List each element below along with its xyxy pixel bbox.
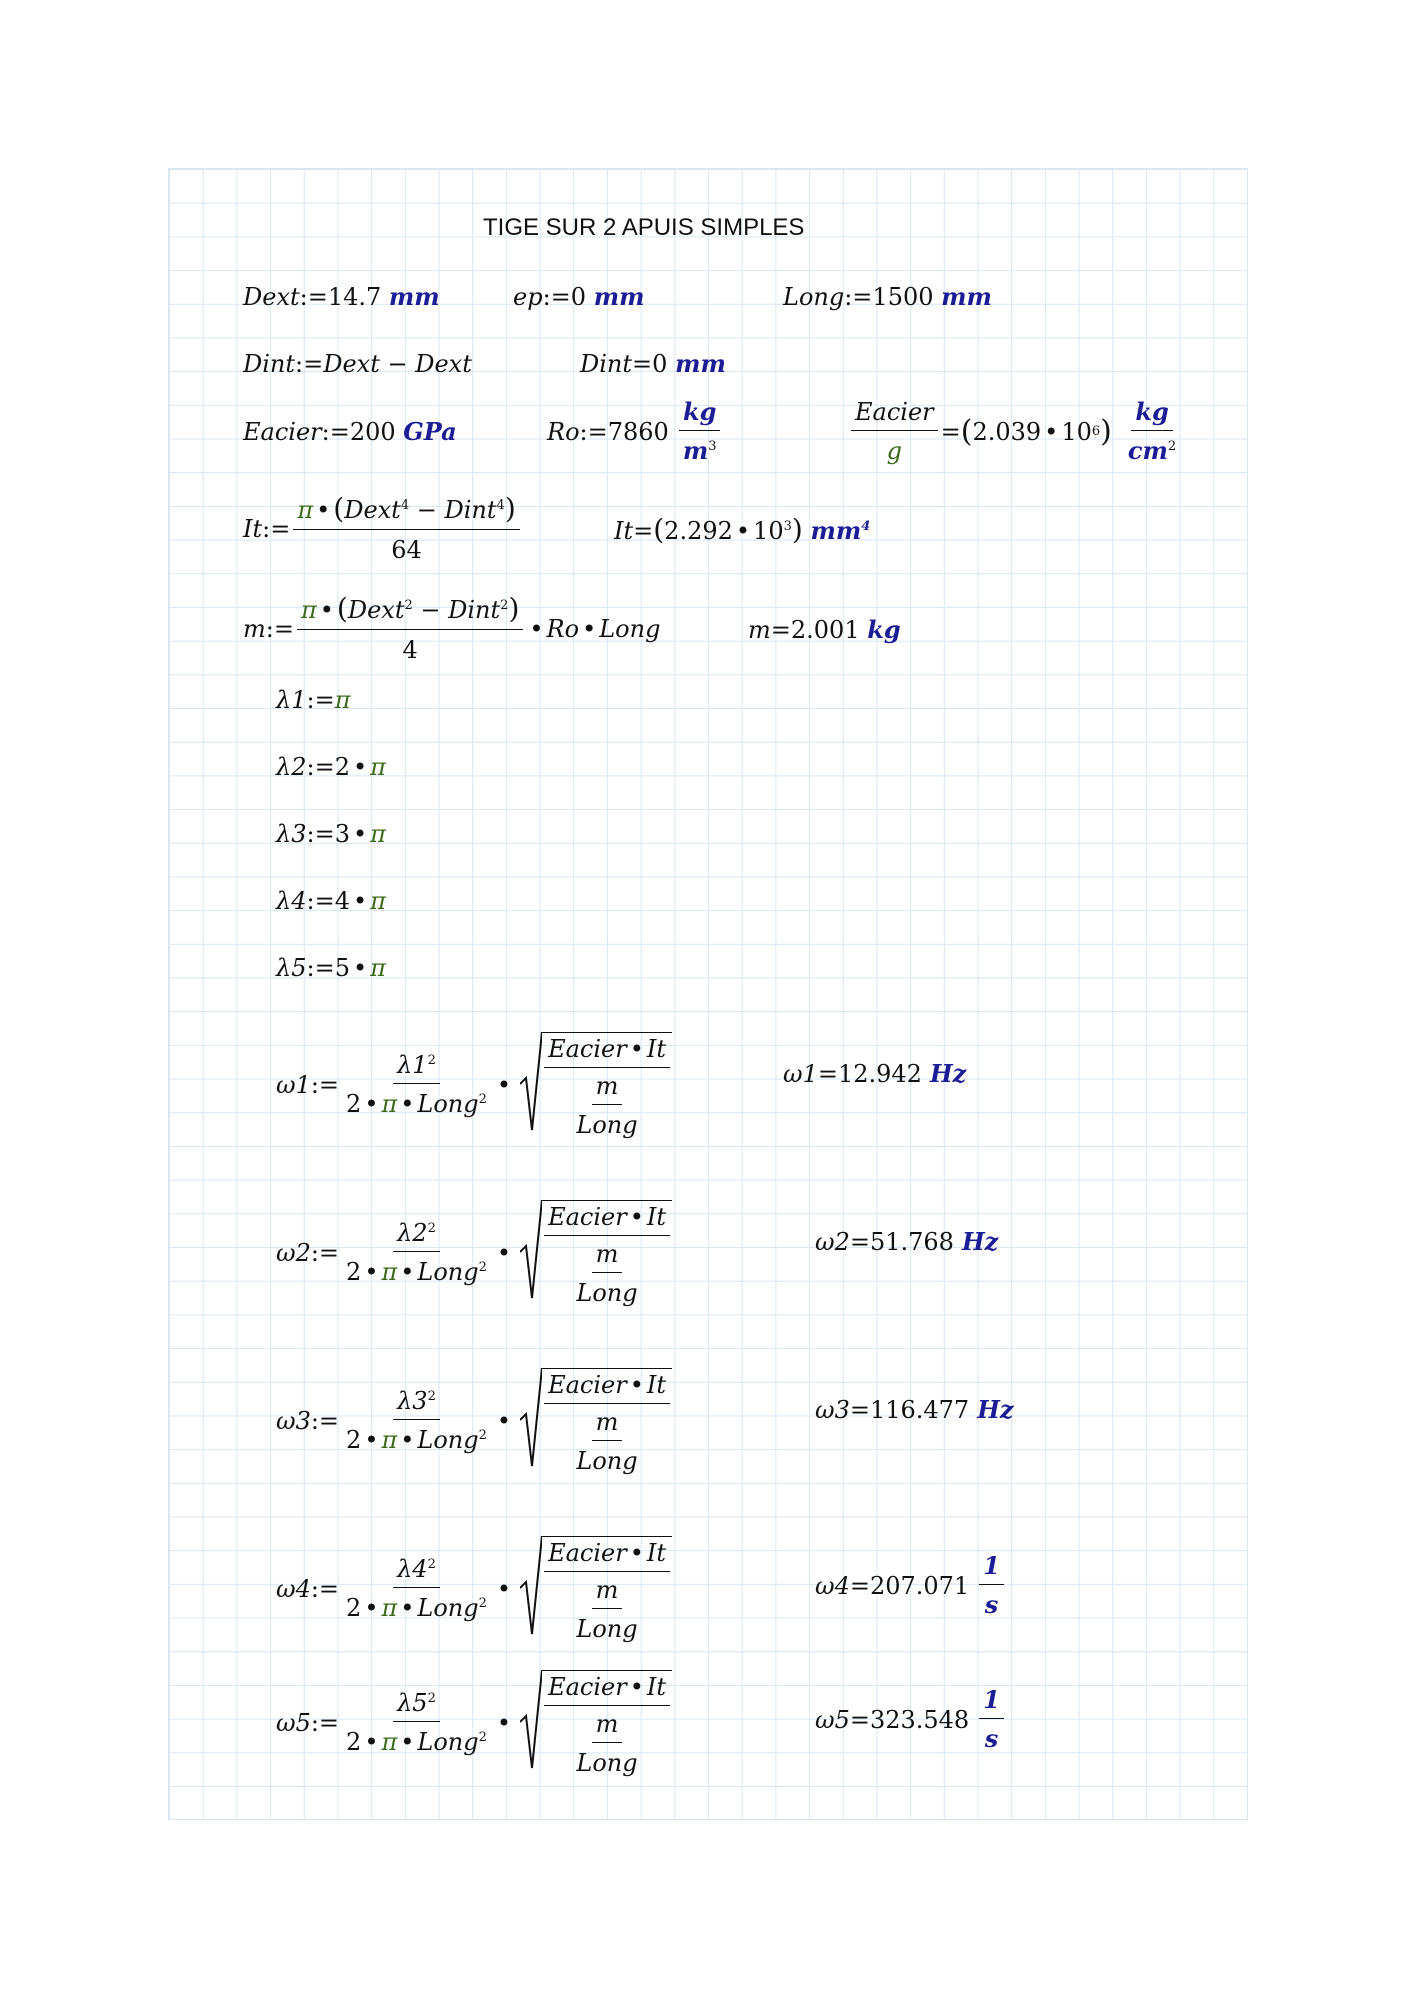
result-eacier-g: $\frac{\text{Eacier}}{g}$ = ( 2.039 • 10 6 ) $\frac{kg}{cm^2}$ [848,400,1183,463]
page-title: TIGE SUR 2 APUIS SIMPLES [483,214,805,241]
sqrt: $\frac{\text{Eacier • It}}{\frac{m}{\text{Long}}}$ [520,1536,672,1641]
result-omega-2: ω2 = 51.768 Hz [815,1227,999,1256]
result-dint: Dint=0 mm [580,349,726,378]
def-ep: ep:=0 mm [513,282,645,311]
def-ro: Ro := 7860 $\frac{kg}{m^3}$ [547,400,724,463]
def-m: m := $\frac{\pi • (Dext^2 - Dint^2)}{4}$ • Ro • Long [243,592,661,664]
def-omega-3: ω3 := $\frac{\lambda 3^2}{2 • \pi • Long^2}$ • $\frac{\text{Eacier • It}}{\frac{m}{\text{Long}}}$ [276,1368,672,1473]
eacier-over-g: $\frac{\text{Eacier}}{g}$ [851,400,938,463]
result-omega-3: ω3 = 116.477 Hz [815,1395,1014,1424]
def-dext: Dext:=14.7 mm [243,282,440,311]
def-omega-2: ω2 := $\frac{\lambda 2^2}{2 • \pi • Long^2}$ • $\frac{\text{Eacier • It}}{\frac{m}{\text{Long}}}$ [276,1200,672,1305]
def-omega-1: ω1 := $\frac{\lambda 1^2}{2 • \pi • Long^2}$ • $\frac{\text{Eacier • It}}{\frac{m}{\text{Long}}}$ [276,1032,672,1137]
result-it: It=(2.292 • $10^3$) $mm^4$ [614,513,871,546]
sqrt: $\frac{\text{Eacier • It}}{\frac{m}{\text{Long}}}$ [520,1670,672,1775]
def-long: Long:=1500 mm [783,282,992,311]
radical-sign [520,1368,542,1468]
result-omega-4: ω4 = 207.071 $\frac{1}{s}$ [815,1554,1007,1617]
radical-sign [520,1670,542,1770]
def-it: It := $\frac{\pi • (Dext^4 - Dint^4)}{64}$ [243,495,523,562]
def-lambda-5: λ5:=5 • π [276,954,386,982]
def-omega-5: ω5 := $\frac{\lambda 5^2}{2 • \pi • Long^2}$ • $\frac{\text{Eacier • It}}{\frac{m}{\text{Long}}}$ [276,1670,672,1775]
def-lambda-1: λ1:=π [276,686,351,714]
sqrt: $\frac{\text{Eacier • It}}{\frac{m}{\text{Long}}}$ [520,1368,672,1473]
radical-sign [520,1200,542,1300]
def-omega-4: ω4 := $\frac{\lambda 4^2}{2 • \pi • Long^2}$ • $\frac{\text{Eacier • It}}{\frac{m}{\text{Long}}}$ [276,1536,672,1641]
radical-sign [520,1032,542,1132]
radical-sign [520,1536,542,1636]
unit: mm [388,282,440,311]
result-m: m=2.001 kg [748,615,901,644]
def-lambda-3: λ3:=3 • π [276,820,386,848]
var-name: Dext [243,283,300,311]
def-dint: Dint:=Dext − Dext [243,350,472,378]
def-lambda-2: λ2:=2 • π [276,753,386,781]
ro-unit: $\frac{kg}{m^3}$ [679,400,721,463]
result-omega-1: ω1 = 12.942 Hz [783,1059,967,1088]
eg-unit: $\frac{kg}{cm^2}$ [1127,397,1177,465]
sqrt: $\frac{\text{Eacier • It}}{\frac{m}{\text{Long}}}$ [520,1032,672,1137]
def-eacier: Eacier:=200 GPa [243,417,457,446]
def-lambda-4: λ4:=4 • π [276,887,386,915]
sqrt: $\frac{\text{Eacier • It}}{\frac{m}{\text{Long}}}$ [520,1200,672,1305]
result-omega-5: ω5 = 323.548 $\frac{1}{s}$ [815,1688,1007,1751]
